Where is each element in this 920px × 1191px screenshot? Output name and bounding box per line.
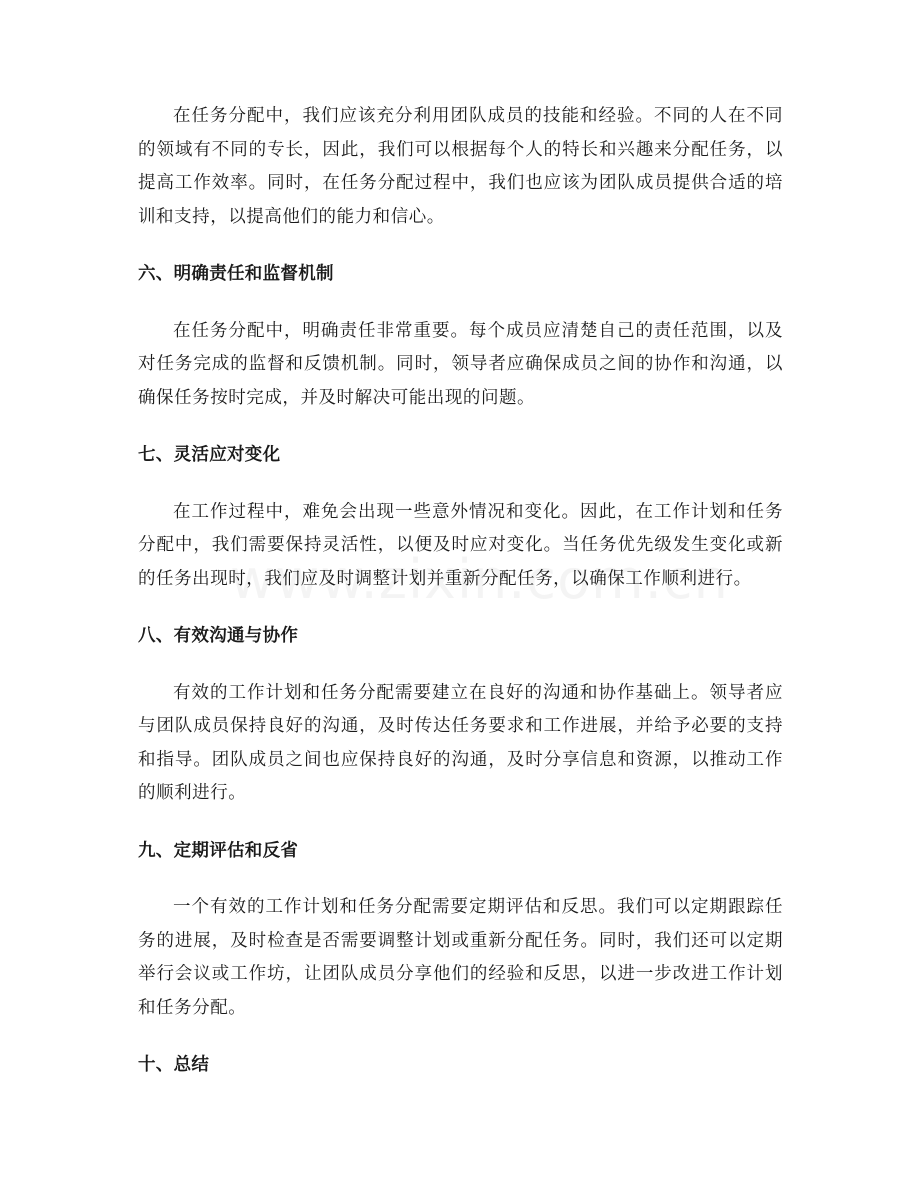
- section-heading-10: 十、总结: [138, 1055, 210, 1075]
- section-paragraph-7: 在工作过程中，难免会出现一些意外情况和变化。因此，在工作计划和任务分配中，我们需要保持灵活性，以便及时应对变化。当任务优先级发生变化或新的任务出现时，我们应及时调整计划并重新分配任务，以确保工作顺利进行。: [138, 501, 783, 589]
- section-paragraph-6: 在任务分配中，明确责任非常重要。每个成员应清楚自己的责任范围，以及对任务完成的监督和反馈机制。同时，领导者应确保成员之间的协作和沟通，以确保任务按时完成，并及时解决可能出现的问题。: [138, 320, 783, 408]
- section-heading-9: 九、定期评估和反省: [138, 840, 299, 861]
- section-paragraph-8: 有效的工作计划和任务分配需要建立在良好的沟通和协作基础上。领导者应与团队成员保持良好的沟通，及时传达任务要求和工作进展，并给予必要的支持和指导。团队成员之间也应保持良好的沟通，及时分享信息和资源，以推动工作的顺利进行。: [138, 682, 783, 803]
- section-paragraph-9: 一个有效的工作计划和任务分配需要定期评估和反思。我们可以定期跟踪任务的进展，及时检查是否需要调整计划或重新分配任务。同时，我们还可以定期举行会议或工作坊，让团队成员分享他们的经验和反思，以进一步改进工作计划和任务分配。: [138, 897, 783, 1018]
- intro-paragraph: 在任务分配中，我们应该充分利用团队成员的技能和经验。不同的人在不同的领域有不同的专长，因此，我们可以根据每个人的特长和兴趣来分配任务，以提高工作效率。同时，在任务分配过程中，我们也应该为团队成员提供合适的培训和支持，以提高他们的能力和信心。: [138, 106, 783, 227]
- section-heading-7: 七、灵活应对变化: [138, 445, 281, 465]
- document-body: [138, 100, 783, 1083]
- section-heading-6: 六、明确责任和监督机制: [138, 264, 334, 284]
- section-heading-8: 八、有效沟通与协作: [138, 626, 299, 646]
